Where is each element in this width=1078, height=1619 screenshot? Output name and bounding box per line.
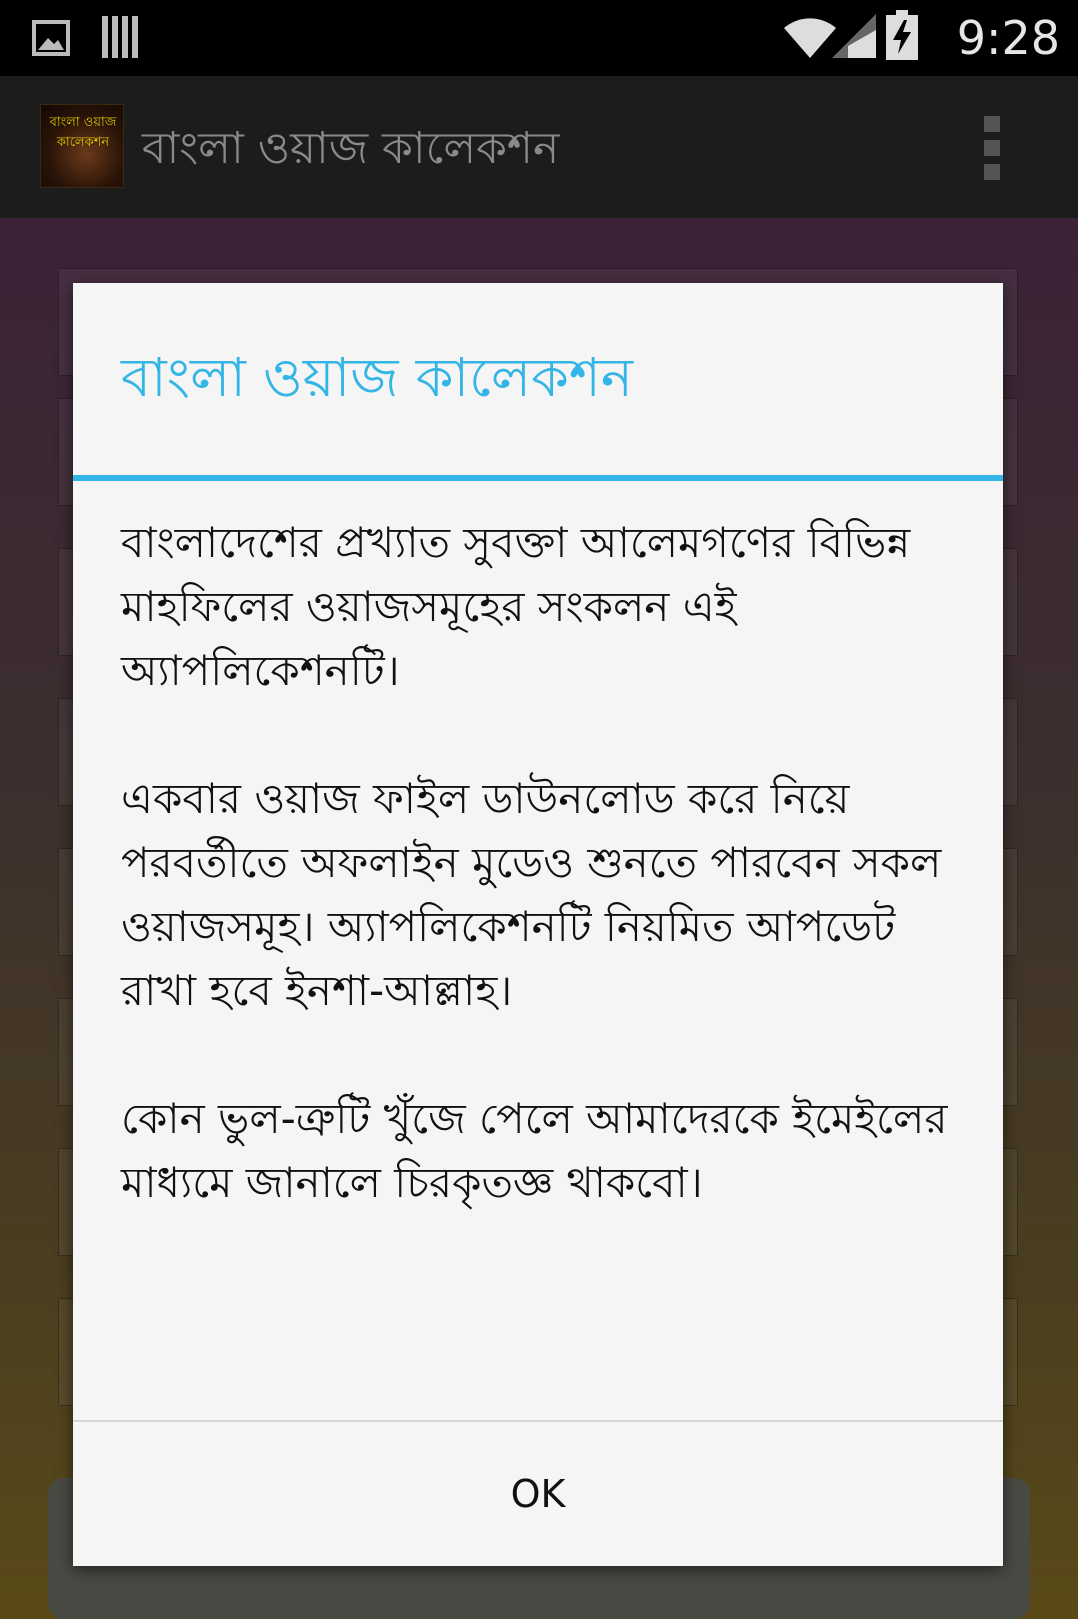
dialog-message [121, 511, 981, 1215]
wifi-icon [782, 14, 838, 60]
action-bar-title: বাংলা ওয়াজ কালেকশন [142, 123, 560, 174]
dialog-paragraph: কোন ভুল-ত্রুটি খুঁজে পেলে আমাদেরকে ইমেইলের মাধ্যমে জানালে চিরকৃতজ্ঞ থাকবো। [121, 1094, 948, 1207]
dialog-title-divider [73, 475, 1003, 481]
action-bar [0, 76, 1078, 218]
status-bar [0, 0, 1078, 74]
about-dialog [73, 283, 1003, 1566]
app-logo [40, 104, 124, 188]
image-notification-icon [32, 20, 70, 56]
dialog-paragraph: একবার ওয়াজ ফাইল ডাউনলোড করে নিয়ে পরবর্তীতে অফলাইন মুডেও শুনতে পারবেন সকল ওয়াজসমূহ। অ্যাপলিকেশনটি নিয়মিত আপডেট রাখা হবে ইনশা-আল্লাহ। [121, 774, 942, 1015]
dialog-paragraph: বাংলাদেশের প্রখ্যাত সুবক্তা আলেমগণের বিভিন্ন মাহফিলের ওয়াজসমূহের সংকলন এই অ্যাপলিকেশনটি। [121, 518, 911, 695]
overflow-menu-icon[interactable] [984, 116, 1004, 180]
app-logo-text: বাংলা ওয়াজ কালেকশন [49, 115, 117, 150]
ok-button[interactable]: OK [510, 1472, 566, 1516]
barcode-notification-icon [102, 16, 138, 58]
status-clock: 9:28 [956, 11, 1060, 65]
battery-charging-icon [886, 10, 918, 60]
signal-icon [832, 14, 876, 60]
dialog-title: বাংলা ওয়াজ কালেকশন [121, 346, 634, 409]
